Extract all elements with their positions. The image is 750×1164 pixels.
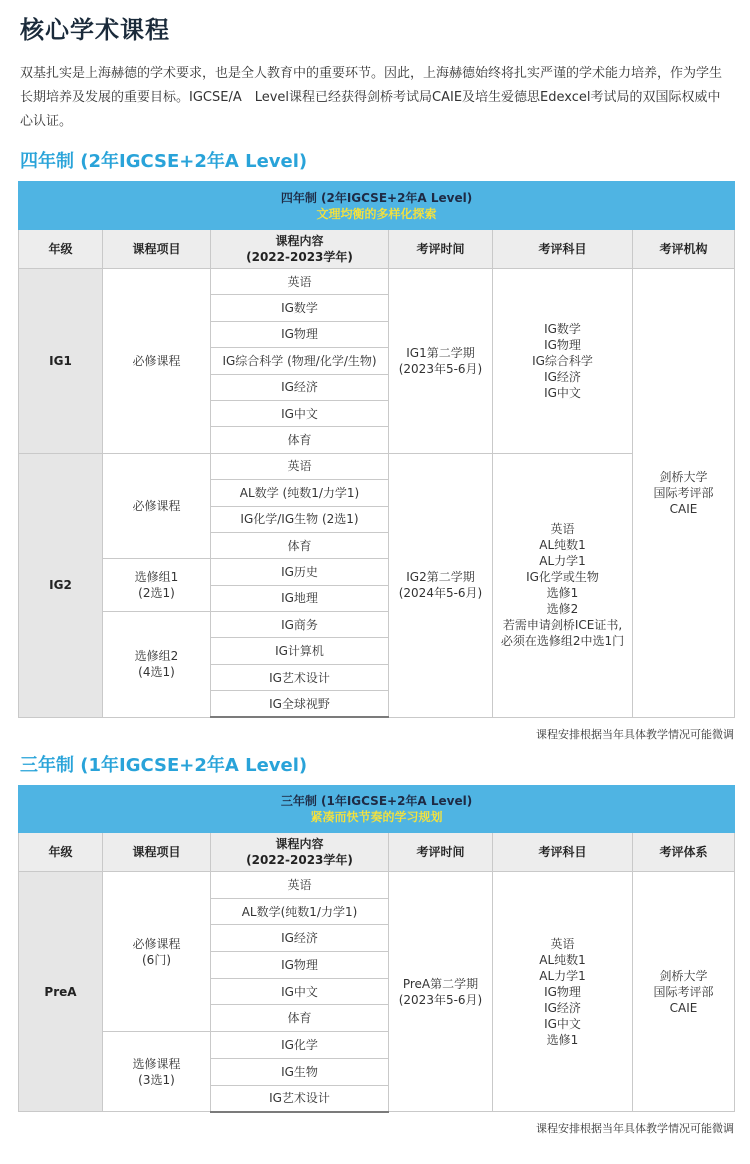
- ig1-subject: IG综合科学: [532, 353, 593, 368]
- org-line: 国际考评部: [653, 485, 714, 500]
- prea-course: 英语: [211, 872, 389, 899]
- ig2-subject: AL纯数1: [539, 538, 586, 553]
- table-row: [19, 872, 735, 899]
- prea-subject: IG物理: [544, 984, 581, 999]
- ig1-subject: IG物理: [544, 337, 581, 352]
- header-grade: 年级: [19, 833, 103, 872]
- prea-subject: 英语: [550, 936, 575, 951]
- prea-time-line2: (2023年5-6月): [398, 992, 483, 1007]
- header-content: [211, 230, 389, 269]
- ig2-subject: AL力学1: [539, 554, 586, 569]
- four-year-table: [18, 181, 735, 718]
- prea-course: IG经济: [211, 925, 389, 952]
- three-year-banner-subtitle: 紧凑而快节奏的学习规划: [310, 810, 443, 824]
- ig2-program-required: 必修课程: [103, 453, 211, 559]
- ig2-elective2-course: IG全球视野: [211, 691, 389, 717]
- prea-exam-subjects: [493, 872, 633, 1112]
- prea-program-required: [103, 872, 211, 1032]
- four-year-banner-subtitle: 文理均衡的多样化探索: [316, 206, 437, 221]
- ig1-course: IG中文: [211, 400, 389, 426]
- header-time: 考评时间: [389, 833, 493, 872]
- three-year-banner-title: 三年制 (1年IGCSE+2年A Level): [280, 794, 473, 808]
- three-year-section-title: 三年制 (1年IGCSE+2年A Level): [20, 755, 308, 776]
- ig2-subject: 选修1: [546, 586, 579, 601]
- header-subjects: 考评科目: [493, 833, 633, 872]
- prea-subject: 选修1: [546, 1032, 579, 1047]
- org-line: 剑桥大学: [659, 968, 708, 983]
- ig1-exam-time: [389, 269, 493, 454]
- ig2-subject: 选修2: [546, 602, 579, 617]
- header-content-line2: (2022-2023学年): [246, 853, 353, 867]
- ig1-subject: IG中文: [544, 385, 581, 400]
- ig2-time-line2: (2024年5-6月): [398, 586, 483, 601]
- prea-subject: IG经济: [544, 1000, 581, 1015]
- three-year-footnote: 课程安排根据当年具体教学情况可能微调: [536, 1122, 734, 1135]
- prea-elective-line1: 选修课程: [132, 1056, 181, 1071]
- header-program: 课程项目: [103, 833, 211, 872]
- four-year-footnote: 课程安排根据当年具体教学情况可能微调: [536, 728, 734, 741]
- ig2-exam-subjects: [493, 453, 633, 717]
- ig1-subject: IG经济: [544, 369, 581, 384]
- ig2-course: 体育: [211, 532, 389, 558]
- ig2-elective2-course: IG计算机: [211, 638, 389, 664]
- header-content-line1: 课程内容: [275, 234, 324, 248]
- ig1-course: IG数学: [211, 295, 389, 321]
- ig2-time-line1: IG2第二学期: [406, 570, 475, 585]
- ig1-course: 英语: [211, 269, 389, 295]
- ig2-elective2-course: IG商务: [211, 612, 389, 638]
- org-line: 剑桥大学: [659, 469, 708, 484]
- page-title: 核心学术课程: [20, 16, 170, 44]
- ig1-time-line2: (2023年5-6月): [398, 361, 483, 376]
- header-program: 课程项目: [103, 230, 211, 269]
- prea-course: IG中文: [211, 978, 389, 1005]
- intro-paragraph: 双基扎实是上海赫德的学术要求，也是全人教育中的重要环节。因此，上海赫德始终将扎实严谨的学术能力培养，作为学生长期培养及发展的重要目标。IGCSE/A Level课程已经获得剑桥考试局CAIE及培生爱德思Edexcel考试局的双国际权威中心认证。: [20, 66, 723, 129]
- four-year-exam-org: [633, 269, 735, 718]
- ig2-course: IG化学/IG生物 (2选1): [211, 506, 389, 532]
- ig1-course: IG经济: [211, 374, 389, 400]
- header-subjects: 考评科目: [493, 230, 633, 269]
- elective2-line2: (4选1): [138, 665, 175, 680]
- prea-time-line1: PreA第二学期: [402, 976, 479, 991]
- ig2-subject: 必须在选修组2中选1门: [500, 634, 625, 649]
- ig2-subject: 英语: [550, 522, 575, 537]
- prea-elective-line2: (3选1): [138, 1072, 175, 1087]
- ig1-exam-subjects: [493, 269, 633, 454]
- prea-elective-course: IG生物: [211, 1058, 389, 1085]
- prea-elective-course: IG艺术设计: [211, 1085, 389, 1112]
- prea-required-line2: (6门): [142, 952, 171, 967]
- org-line: 国际考评部: [653, 984, 714, 999]
- elective1-line2: (2选1): [138, 586, 175, 601]
- four-year-banner: [19, 182, 735, 230]
- prea-subject: AL力学1: [539, 968, 586, 983]
- ig2-elective1-course: IG历史: [211, 559, 389, 585]
- ig2-elective2-course: IG艺术设计: [211, 664, 389, 690]
- three-year-table: [18, 785, 735, 1113]
- table-row: [19, 269, 735, 295]
- ig1-program: 必修课程: [103, 269, 211, 454]
- ig2-course: AL数学 (纯数1/力学1): [211, 480, 389, 506]
- prea-course: AL数学(纯数1/力学1): [211, 898, 389, 925]
- three-year-exam-system: [633, 872, 735, 1112]
- header-content-line2: (2022-2023学年): [246, 250, 353, 264]
- ig2-elective1-course: IG地理: [211, 585, 389, 611]
- header-grade: 年级: [19, 230, 103, 269]
- elective2-line1: 选修组2: [134, 649, 179, 664]
- prea-subject: IG中文: [544, 1016, 581, 1031]
- ig2-subject: IG化学或生物: [526, 570, 599, 585]
- four-year-section-title: 四年制 (2年IGCSE+2年A Level): [20, 151, 308, 172]
- prea-required-line1: 必修课程: [132, 936, 181, 951]
- header-content-line1: 课程内容: [275, 837, 324, 851]
- four-year-banner-title: 四年制 (2年IGCSE+2年A Level): [280, 190, 473, 205]
- header-org: 考评机构: [633, 230, 735, 269]
- ig1-course: IG物理: [211, 321, 389, 347]
- ig2-elective-group1: [103, 559, 211, 612]
- header-time: 考评时间: [389, 230, 493, 269]
- grade-ig1: IG1: [19, 269, 103, 454]
- ig1-subject: IG数学: [544, 321, 581, 336]
- ig1-course: 体育: [211, 427, 389, 453]
- prea-subject: AL纯数1: [539, 952, 586, 967]
- prea-exam-time: [389, 872, 493, 1112]
- header-content: [211, 833, 389, 872]
- table-row: [19, 453, 735, 479]
- ig1-time-line1: IG1第二学期: [406, 345, 475, 360]
- org-line: CAIE: [669, 1000, 698, 1015]
- ig2-elective-group2: [103, 612, 211, 718]
- prea-course: 体育: [211, 1005, 389, 1032]
- grade-ig2: IG2: [19, 453, 103, 717]
- elective1-line1: 选修组1: [134, 570, 179, 585]
- prea-course: IG物理: [211, 952, 389, 979]
- ig2-course: 英语: [211, 453, 389, 479]
- ig1-course: IG综合科学 (物理/化学/生物): [211, 348, 389, 374]
- three-year-banner: [19, 786, 735, 833]
- ig2-exam-time: [389, 453, 493, 717]
- header-system: 考评体系: [633, 833, 735, 872]
- prea-program-elective: [103, 1032, 211, 1112]
- prea-elective-course: IG化学: [211, 1032, 389, 1059]
- ig2-subject: 若需申请剑桥ICE证书,: [502, 618, 623, 633]
- grade-prea: PreA: [19, 872, 103, 1112]
- org-line: CAIE: [669, 501, 698, 516]
